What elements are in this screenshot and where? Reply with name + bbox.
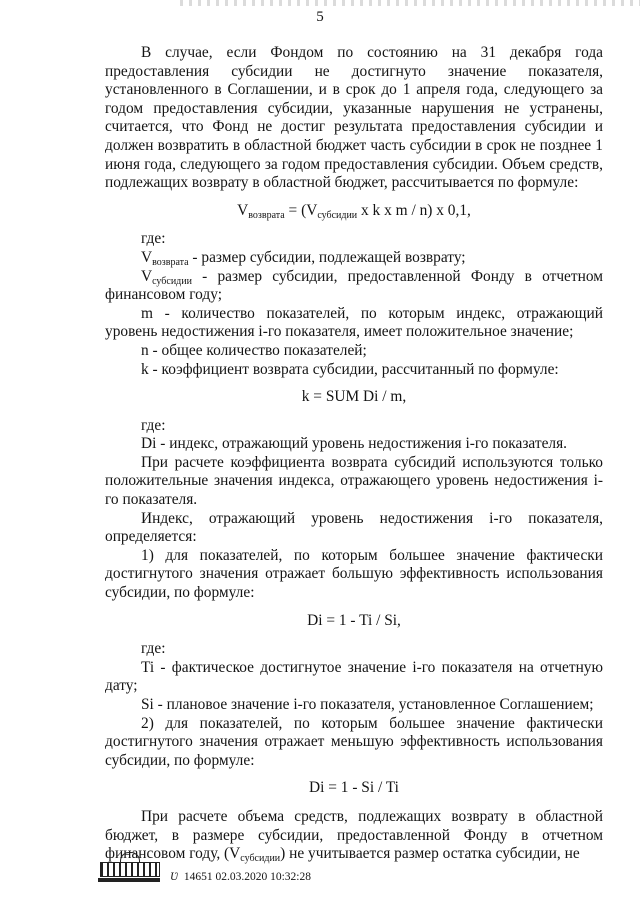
definition-ti: Ti - фактическое достигнутое значение i-го показателя на отчетную дату; bbox=[105, 658, 603, 695]
stamp-text: 14651 02.03.2020 10:32:28 bbox=[183, 871, 311, 883]
case-2-paragraph: 2) для показателей, по которым большее значение фактически достигнутого значения отражает меньшую эффективность использования субсидии, по формуле: bbox=[105, 714, 603, 769]
document-body bbox=[105, 44, 603, 864]
definition-di: Di - индекс, отражающий уровень недостижения i-го показателя. bbox=[141, 435, 568, 453]
stamp-mark: Ʋ bbox=[170, 871, 178, 883]
where-label: где: bbox=[141, 230, 166, 248]
definition-si: Si - плановое значение i-го показателя, установленное Соглашением; bbox=[141, 696, 594, 713]
formula-di-case-2: Di = 1 - Si / Ti bbox=[309, 779, 399, 797]
formula-return-volume: $V_{возврата} = (V_{субсидии}$ x k x m / n) x 0,1, bbox=[237, 201, 471, 221]
case-1-paragraph: 1) для показателей, по которым большее значение фактически достигнутого значения отражает большую эффективность использования субсидии, по формуле: bbox=[105, 546, 603, 602]
coefficient-note: При расчете коэффициента возврата субсидий используются только положительные значения индекса, отражающего уровень недостижения i-го показателя. bbox=[105, 453, 603, 509]
intro-paragraph: В случае, если Фондом по состоянию на 31 декабря года предоставления субсидии не достигнуто значение показателя, установленного в Соглашении, и в срок до 1 апреля года, следующего за годом предоставления субсидии, указанные нарушения не устранены, считается, что Фонд не достиг результата предоставления субсидии и должен возвратить в областной бюджет часть субсидии в срок не позднее 1 июня года, следующего за годом предоставления субсидии. Объем средств, подлежащих возврату в областной бюджет, рассчитывается по формуле: bbox=[105, 44, 603, 192]
formula-k: k = SUM Di / m, bbox=[301, 388, 407, 406]
where-label: где: bbox=[141, 640, 166, 658]
definition-n: n - общее количество показателей; bbox=[141, 341, 367, 359]
where-label: где: bbox=[141, 416, 166, 434]
registration-stamp bbox=[170, 871, 311, 883]
formula-di-case-1: Di = 1 - Ti / Si, bbox=[307, 611, 401, 629]
definition-k: k - коэффициент возврата субсидии, рассчитанный по формуле: bbox=[141, 360, 559, 378]
footer bbox=[98, 852, 398, 890]
definition-v-subsidy: $V_{субсидии}$ - размер субсидии, предоставленной Фонду в отчетном финансовом году; bbox=[105, 267, 603, 304]
definition-v-return: $V_{возврата}$ - размер субсидии, подлежащей возврату; bbox=[141, 248, 466, 268]
final-paragraph: При расчете объема средств, подлежащих возврату в областной бюджет, в размере субсидии, предоставленной Фонду в отчетном финансовом году, $(V_{субсидии})$ не учитывается размер остатка субсидии, не bbox=[105, 807, 603, 865]
definition-m: m - количество показателей, по которым индекс, отражающий уровень недостижения i-го показателя, имеет положительное значение; bbox=[105, 304, 603, 341]
government-building-icon bbox=[98, 852, 160, 882]
scan-edge-noise bbox=[180, 0, 640, 6]
index-intro: Индекс, отражающий уровень недостижения i-го показателя, определяется: bbox=[105, 509, 603, 546]
page-number: 5 bbox=[316, 9, 324, 25]
